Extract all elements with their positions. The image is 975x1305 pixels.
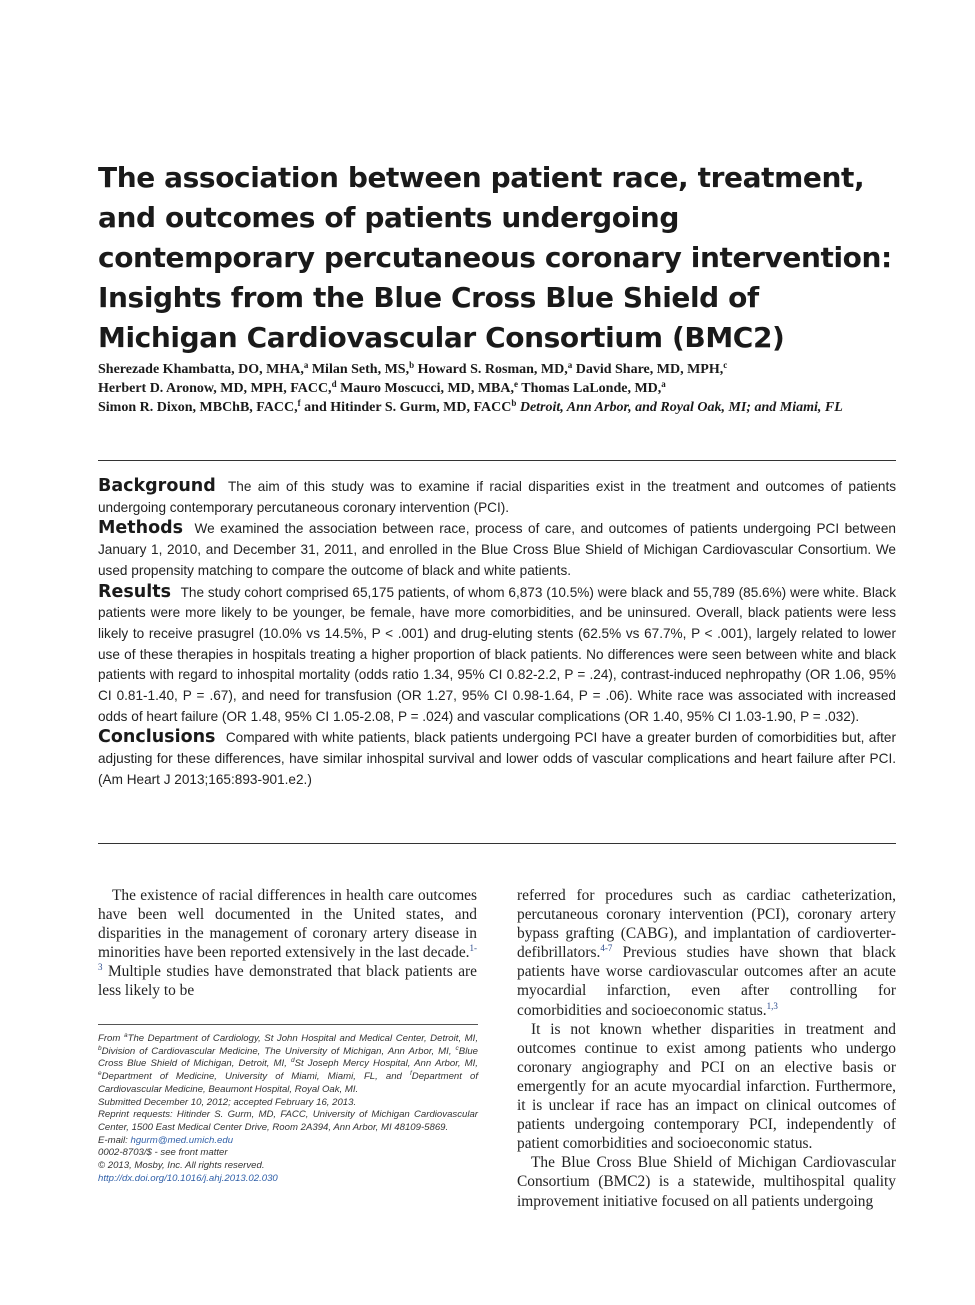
- abstract-top-rule: [98, 460, 896, 461]
- author: Thomas LaLonde, MD,: [521, 381, 662, 396]
- abstract-bottom-rule: [98, 843, 896, 844]
- citation-link[interactable]: 4-7: [600, 943, 613, 954]
- author: Milan Seth, MS,: [311, 362, 410, 377]
- author-list: Sherezade Khambatta, DO, MHA,$^a$ Milan Seth, MS,$^b$ Howard S. Rosman, MD,$^a$ David Share, MD, MPH,$^c$ Herbert D. Aronow, MD, MPH, FACC,$^d$ Mauro Moscucci, MD, MBA,$^e$ Thomas LaLonde, MD,$^a$ Simon R. Dixon, MBChB, FACC,$^f$ and Hitinder S. Gurm, MD, FACC$^b$ Detroit, Ann Arbor, and Royal Oak, MI; and Miami, FL: [98, 360, 843, 415]
- body-column-right: [517, 886, 896, 1211]
- body-paragraph: The existence of racial differences in health care outcomes have been well documented in the United states, and disparities in the management of coronary artery disease in minorities have been reported extensively in the last decade.$^{1-3}$ Multiple studies have demonstrated that black patients are less likely to be: [98, 887, 477, 1000]
- citation-link[interactable]: 1,3: [766, 1000, 778, 1011]
- author: Herbert D. Aronow, MD, MPH, FACC,: [98, 381, 332, 396]
- copyright-line: © 2013, Mosby, Inc. All rights reserved.: [98, 1160, 265, 1172]
- issn-line: 0002-8703/$ - see front matter: [98, 1147, 228, 1159]
- abstract-heading: Conclusions: [98, 727, 216, 748]
- email-line: E-mail: hgurm@med.umich.edu: [98, 1134, 234, 1146]
- affiliations: From $^a$The Department of Cardiology, St John Hospital and Medical Center, Detroit, MI, $^b$Division of Cardiovascular Medicine, The University of Michigan, Ann Arbor, MI, $^c$Blue Cross Blue Shield of Michigan, Detroit, MI, $^d$St Joseph Mercy Hospital, Ann Arbor, MI, $^e$Department of Medicine, University of Miami, Miami, FL, and $^f$Department of Cardiovascular Medicine, Beaumont Hospital, Royal Oak, MI.: [98, 1032, 478, 1095]
- body-column-left: [98, 886, 477, 1001]
- abstract: [98, 476, 896, 791]
- footnotes: [98, 1033, 478, 1185]
- submitted-date: Submitted December 10, 2012; accepted February 16, 2013.: [98, 1096, 357, 1108]
- body-paragraph: The Blue Cross Blue Shield of Michigan Cardiovascular Consortium (BMC2) is a statewide, multihospital quality improvement initiative focused on all patients undergoing: [517, 1154, 896, 1210]
- abstract-conclusions: Conclusions Compared with white patients, black patients undergoing PCI have a greater burden of comorbidities but, after adjusting for these differences, have similar inhospital survival and lower odds of vascular complications and heart failure after PCI. (Am Heart J 2013;165:893-901.e2.): [98, 727, 896, 787]
- body-paragraph: referred for procedures such as cardiac catheterization, percutaneous coronary intervention (PCI), coronary artery bypass grafting (CABG), and implantation of cardioverter-defibrillators.$^{4-7}$ Previous studies have shown that black patients have worse cardiovascular outcomes after an acute myocardial infarction, even after controlling for comorbidities and socioeconomic status.$^{1,3}$: [517, 887, 896, 1019]
- article-title: The association between patient race, treatment, and outcomes of patients undergoing contemporary percutaneous coronary intervention: Insights from the Blue Cross Blue Shield of Michigan Cardiovascular Consortium (BMC2): [98, 161, 892, 354]
- body-paragraph: It is not known whether disparities in treatment and outcomes continue to exist among patients who undergo coronary angiography and PCI on an elective basis or emergently for an acute myocardial infarction. Furthermore, it is unclear if race has an impact on clinical outcomes of patients undergoing contemporary PCI, independently of patient comorbidities and socioeconomic status.: [517, 1020, 896, 1153]
- abstract-heading: Results: [98, 581, 171, 602]
- doi-link[interactable]: http://dx.doi.org/10.1016/j.ahj.2013.02.030: [98, 1172, 278, 1184]
- author: Mauro Moscucci, MD, MBA,: [340, 381, 515, 396]
- footnote-rule: [98, 1024, 478, 1025]
- author: Simon R. Dixon, MBChB, FACC,: [98, 400, 298, 415]
- author: David Share, MD, MPH,: [575, 362, 724, 377]
- abstract-background: Background The aim of this study was to examine if racial disparities exist in the treatment and outcomes of patients undergoing contemporary percutaneous coronary intervention (PCI).: [98, 476, 897, 515]
- author: Sherezade Khambatta, DO, MHA,: [98, 362, 304, 377]
- abstract-heading: Methods: [98, 518, 184, 539]
- author-location: Detroit, Ann Arbor, and Royal Oak, MI; and Miami, FL: [519, 400, 843, 415]
- abstract-methods: Methods We examined the association between race, process of care, and outcomes of patients undergoing PCI between January 1, 2010, and December 31, 2011, and enrolled in the Blue Cross Blue Shield of Michigan Cardiovascular Consortium. We used propensity matching to compare the outcome of black and white patients.: [98, 518, 896, 578]
- author: Hitinder S. Gurm, MD, FACC: [330, 400, 512, 415]
- reprint-requests: Reprint requests: Hitinder S. Gurm, MD, FACC, University of Michigan Cardiovascular Center, 1500 East Medical Center Drive, Room 2A394, Ann Arbor, MI 48109-5869.: [98, 1109, 478, 1133]
- email-link[interactable]: hgurm@med.umich.edu: [130, 1134, 234, 1146]
- abstract-heading: Background: [98, 476, 216, 496]
- citation-link[interactable]: 1-3: [98, 943, 477, 973]
- author: Howard S. Rosman, MD,: [417, 362, 568, 377]
- abstract-results: Results The study cohort comprised 65,175 patients, of whom 6,873 (10.5%) were black and 55,789 (85.6%) were white. Black patients were more likely to be younger, be female, have more comorbidities, and be uninsured. Overall, black patients were less likely to receive prasugrel (10.0% vs 14.5%, P < .001) and drug-eluting stents (62.5% vs 67.7%, P < .001), largely related to lower use of these therapies in hospitals treating a higher proportion of black patients. No differences were seen between white and black patients with regard to inhospital mortality (odds ratio 1.34, 95% CI 0.82-2.2, P = .24), contrast-induced nephropathy (OR 1.06, 95% CI 0.81-1.40, P = .67), and need for transfusion (OR 1.27, 95% CI 0.98-1.64, P = .06). White race was associated with increased odds of heart failure (OR 1.48, 95% CI 1.05-2.08, P = .024) and vascular complications (OR 1.40, 95% CI 1.03-1.90, P = .032).: [98, 581, 896, 724]
